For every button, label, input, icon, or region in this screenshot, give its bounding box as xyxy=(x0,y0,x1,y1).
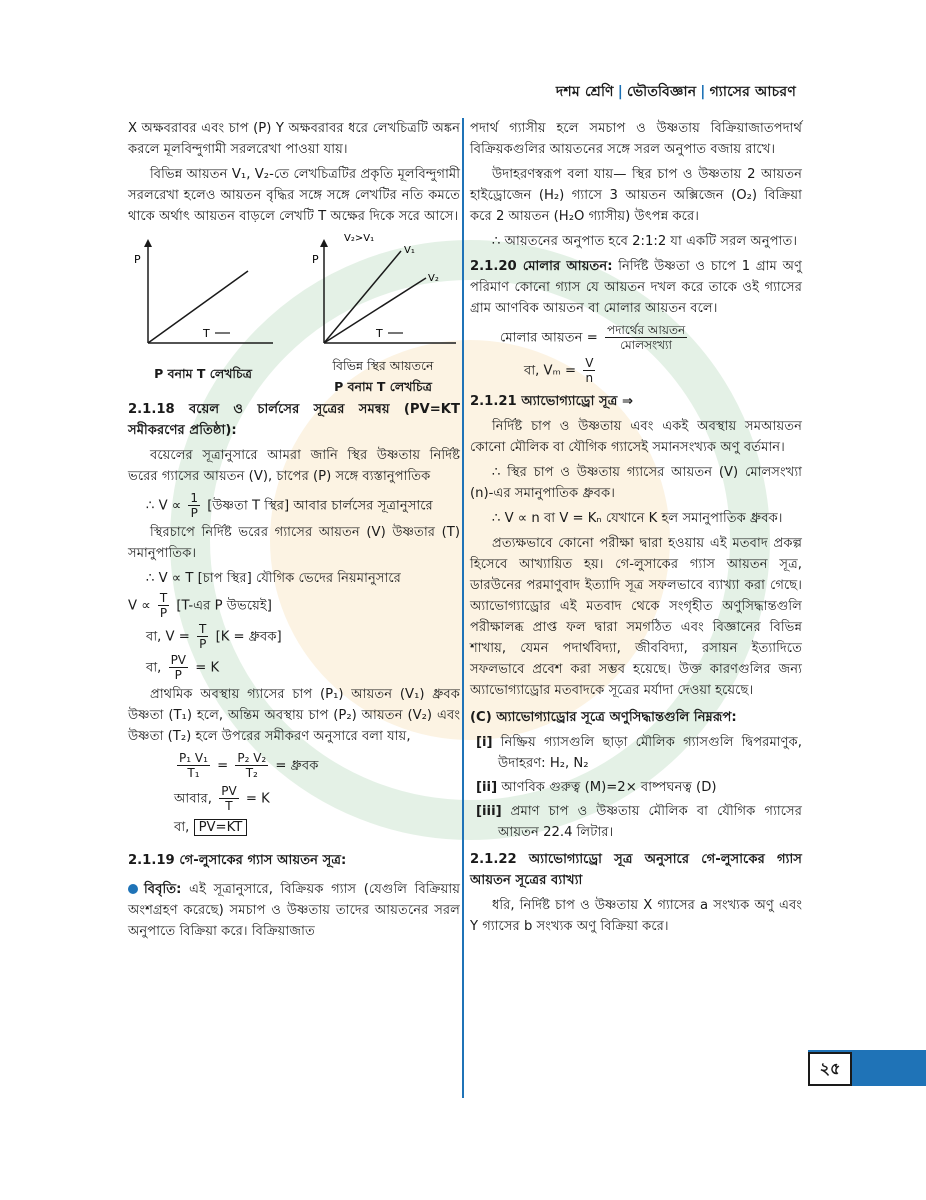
eq1-num: 1 xyxy=(190,491,199,505)
right-column xyxy=(470,118,802,941)
graph1-p-label: P xyxy=(134,253,141,266)
eq-3 xyxy=(128,591,460,620)
list-item-2 xyxy=(476,777,802,798)
eq6-den1: T₁ xyxy=(187,766,200,780)
eq-1 xyxy=(146,491,460,520)
eq6-frac1 xyxy=(177,751,210,780)
li1-text: নিষ্ক্রিয় গ্যাসগুলি ছাড়া মৌলিক গ্যাসগুলি দ্বিপরমাণুক, উদাহরণ: H₂, N₂ xyxy=(498,735,802,771)
li1-num: [i] xyxy=(476,735,493,750)
eq3-den: P xyxy=(159,606,168,620)
eqm2-den: n xyxy=(585,371,594,385)
header-chapter: গ্যাসের আচরণ xyxy=(709,84,796,100)
bullet-icon xyxy=(128,884,138,894)
graph-p-vs-t xyxy=(128,233,278,353)
running-header: দশম শ্রেণি | ভৌতবিজ্ঞান | গ্যাসের আচরণ xyxy=(555,84,796,100)
heading-2-1-20 xyxy=(470,256,802,319)
eqm-frac xyxy=(605,323,687,352)
right-para-5: ∴ স্থির চাপ ও উষ্ণতায় গ্যাসের আয়তন (V) মোলসংখ্যা (n)-এর সমানুপাতিক ধ্রুবক। xyxy=(470,465,802,501)
left-column xyxy=(128,118,460,946)
eqm2-pre: বা, Vₘ = xyxy=(524,363,577,379)
heading-c: (C) অ্যাভোগ্যাড্রোর সূত্রে অণুসিদ্ধান্তগুলি নিম্নরূপ: xyxy=(470,710,737,725)
graph2-caption xyxy=(303,355,463,397)
eq1-den: P xyxy=(190,506,198,520)
graph1-t-label: T xyxy=(203,327,210,340)
eq6-frac2 xyxy=(235,751,268,780)
left-para-2: বিভিন্ন আয়তন V₁, V₂-তে লেখচিত্রটির প্রকৃতি মূলবিন্দুগামী সরলরেখা হলেও আয়তন বৃদ্ধির সঙ্গে সঙ্গে লেখটির নতি কমতে থাকে অর্থাৎ আয়তন বাড়লে লেখটি T অক্ষের দিকে সরে আসে। xyxy=(128,167,460,224)
eq7-den: T xyxy=(225,799,233,813)
left-para-4: স্থিরচাপে নির্দিষ্ট ভরের গ্যাসের আয়তন (V) উষ্ণতার (T) সমানুপাতিক। xyxy=(128,525,460,561)
eq4-pre: বা, V = xyxy=(146,629,190,645)
eqm-den: মোলসংখ্যা xyxy=(620,338,672,352)
graph2-caption-line2: P বনাম T লেখচিত্র xyxy=(334,379,432,394)
eq5-den: P xyxy=(174,668,182,682)
heading-2-1-18: 2.1.18 বয়েল ও চার্লসের সূত্রের সমন্বয় (PV=KT সমীকরণের প্রতিষ্ঠা): xyxy=(128,402,460,438)
eq1-frac xyxy=(188,491,200,520)
graph2-cond: V₂>V₁ xyxy=(344,233,375,244)
graph2-caption-line1: বিভিন্ন স্থির আয়তনে xyxy=(332,358,434,373)
eq3-post: [T-এর P উভয়েই] xyxy=(176,598,272,614)
eq7-num: PV xyxy=(221,784,237,798)
eq5-frac xyxy=(169,653,188,682)
eq7-frac xyxy=(219,784,238,813)
eqm-num: পদার্থের আয়তন xyxy=(606,323,686,337)
eq-7 xyxy=(174,784,460,813)
statement-text: এই সূত্রানুসারে, বিক্রিয়ক গ্যাস (যেগুলি বিক্রিয়ায় অংশগ্রহণ করেছে) সমচাপ ও উষ্ণতায় তাদের আয়তনের সরল অনুপাতে বিক্রিয়া করে। বিক্রিয়াজাত xyxy=(128,882,460,939)
header-subject: ভৌতবিজ্ঞান xyxy=(627,84,697,100)
eq8-boxed-result: PV=KT xyxy=(194,819,248,836)
li3-num: [iii] xyxy=(476,804,502,819)
eq3-num: T xyxy=(159,591,168,605)
eq5-pre: বা, xyxy=(146,660,162,676)
page-number: ২৫ xyxy=(808,1052,852,1086)
eq4-frac xyxy=(197,622,208,651)
eq6-num1: P₁ V₁ xyxy=(179,751,208,765)
heading-2-1-19: 2.1.19 গে-লুসাকের গ্যাস আয়তন সূত্র: xyxy=(128,853,347,868)
li2-num: [ii] xyxy=(476,780,498,795)
eqm2-frac xyxy=(583,356,595,385)
eq6-num2: P₂ V₂ xyxy=(237,751,267,765)
graphs-row xyxy=(128,233,460,393)
right-para-1: পদার্থ গ্যাসীয় হলে সমচাপ ও উষ্ণতায় বিক্রিয়াজাতপদার্থ বিক্রিয়কগুলির আয়তনের সঙ্গে সরল অনুপাত বজায় রাখে। xyxy=(470,121,802,157)
eq-molar-2 xyxy=(524,356,802,385)
right-para-7: প্রত্যক্ষভাবে কোনো পরীক্ষা দ্বারা হওয়ায় এই মতবাদ প্রকল্প হিসেবে আখ্যায়িত হয়। গে-লুসাকের গ্যাস আয়তন সূত্র, ডারউনের পরমাণুবাদ ইত্যাদি সূত্র সফলভাবে ব্যাখ্যা করা গেছে। অ্যাভোগ্যাড্রোর এই মতবাদ থেকে সংগৃহীত অণুসিদ্ধান্তগুলি পরীক্ষালব্ধ প্রাপ্ত ফল দ্বারা সমগঠিত এবং বিজ্ঞানের বিভিন্ন শাখায়, যেমন পদার্থবিদ্যা, জীববিদ্যা, রসায়ন ইত্যাদিতে সফলভাবে প্রবেশ করা সম্ভব হয়েছে। উক্ত কারণগুলির জন্য অ্যাভোগ্যাড্রোর মতবাদকে সূত্রের মর্যাদা দেওয়া হয়েছে। xyxy=(470,536,802,698)
eqm-pre: মোলার আয়তন = xyxy=(500,330,598,346)
eq-4 xyxy=(146,622,460,651)
eqm2-num: V xyxy=(585,356,594,370)
graph2-v2: V₂ xyxy=(428,273,439,284)
list-item-1 xyxy=(476,732,802,774)
eq3-frac xyxy=(158,591,169,620)
eq8-pre: বা, xyxy=(174,820,190,835)
right-para-8: ধরি, নির্দিষ্ট চাপ ও উষ্ণতায় X গ্যাসের a সংখ্যক অণু এবং Y গ্যাসের b সংখ্যক অণু বিক্রিয়া করে। xyxy=(470,898,802,934)
right-para-3: ∴ আয়তনের অনুপাত হবে 2:1:2 যা একটি সরল অনুপাত। xyxy=(492,234,798,249)
eq4-den: P xyxy=(199,637,207,651)
eq4-post: [K = ধ্রুবক] xyxy=(215,629,282,645)
h20-text: নির্দিষ্ট উষ্ণতা ও চাপে 1 গ্রাম অণু পরিমাণ কোনো গ্যাস যে আয়তন দখল করে তাকে ওই গ্যাসের গ্রাম আণবিক আয়তন বা মোলার আয়তন বলে। xyxy=(470,259,802,316)
h20-label: 2.1.20 মোলার আয়তন: xyxy=(470,259,613,274)
eq-2: ∴ V ∝ T [চাপ স্থির] যৌগিক ভেদের নিয়মানুসারে xyxy=(146,571,401,586)
eq6-den2: T₂ xyxy=(245,766,258,780)
graph2-p-label: P xyxy=(312,253,319,266)
heading-2-1-22: 2.1.22 অ্যাভোগ্যাড্রো সূত্র অনুসারে গে-লুসাকের গ্যাস আয়তন সূত্রের ব্যাখ্যা xyxy=(470,852,802,888)
right-para-2: উদাহরণস্বরূপ বলা যায়— স্থির চাপ ও উষ্ণতায় 2 আয়তন হাইড্রোজেন (H₂) গ্যাসে 3 আয়তন অক্সিজেন (O₂) বিক্রিয়া করে 2 আয়তন (H₂O গ্যাসীয়) উৎপন্ন করে। xyxy=(470,167,802,224)
header-class: দশম শ্রেণি xyxy=(555,84,614,100)
eq5-num: PV xyxy=(170,653,187,667)
left-para-1: X অক্ষবরাবর এবং চাপ (P) Y অক্ষবরাবর ধরে লেখচিত্রটি অঙ্কন করলে মূলবিন্দুগামী সরলরেখা পাওয়া যায়। xyxy=(128,121,460,157)
left-para-6 xyxy=(128,879,460,942)
left-para-5: প্রাথমিক অবস্থায় গ্যাসের চাপ (P₁) আয়তন (V₁) ধ্রুবক উষ্ণতা (T₁) হলে, অন্তিম অবস্থায় চাপ (P₂) আয়তন (V₂) এবং উষ্ণতা (T₂) হলে উপরের সমীকরণ অনুসারে বলা যায়, xyxy=(128,687,460,744)
eq4-num: T xyxy=(199,622,207,636)
eq7-pre: আবার, xyxy=(174,791,212,807)
li2-text: আণবিক গুরুত্ব (M)=2× বাষ্পঘনত্ব (D) xyxy=(501,780,717,795)
eq5-post: = K xyxy=(195,660,220,676)
right-para-4: নির্দিষ্ট চাপ ও উষ্ণতায় এবং একই অবস্থায় সমআয়তন কোনো মৌলিক বা যৌগিক গ্যাসেই সমানসংখ্যক অণু বর্তমান। xyxy=(470,419,802,455)
eq-8 xyxy=(174,817,460,838)
heading-2-1-21: 2.1.21 অ্যাভোগ্যাড্রো সূত্র ⇒ xyxy=(470,394,634,409)
left-para-3: বয়েলের সূত্রানুসারে আমরা জানি স্থির উষ্ণতায় নির্দিষ্ট ভরের গ্যাসের আয়তন (V), চাপের (P) সঙ্গে ব্যস্তানুপাতিক xyxy=(128,448,460,484)
graph2-v1: V₁ xyxy=(404,245,415,256)
statement-label: বিবৃতি: xyxy=(144,882,182,897)
li3-text: প্রমাণ চাপ ও উষ্ণতায় মৌলিক বা যৌগিক গ্যাসের আয়তন 22.4 লিটার। xyxy=(498,804,802,840)
eq1-pre: ∴ V ∝ xyxy=(146,498,182,514)
eq-6: $\frac{\text{P₁ V₁}}{\text{T₁}}$ = $\frac{\text{P₂ V₂}}{\text{T₂}}$ = ধ্রুবক xyxy=(179,751,319,780)
eq6-post: = ধ্রুবক xyxy=(275,758,319,774)
graph-p-vs-t-volumes xyxy=(306,233,466,353)
eq1-post: [উষ্ণতা T স্থির] আবার চার্লসের সূত্রানুসারে xyxy=(207,498,433,514)
eq3-pre: V ∝ xyxy=(128,598,151,614)
right-para-6: ∴ V ∝ n বা V = Kₙ যেখানে K হল সমানুপাতিক ধ্রুবক। xyxy=(492,511,783,526)
eq7-post: = K xyxy=(245,791,270,807)
eq-molar xyxy=(500,323,802,352)
list-item-3 xyxy=(476,801,802,843)
graph1-caption: P বনাম T লেখচিত্র xyxy=(154,366,252,381)
graph2-t-label: T xyxy=(376,327,383,340)
eq-5 xyxy=(146,653,460,682)
